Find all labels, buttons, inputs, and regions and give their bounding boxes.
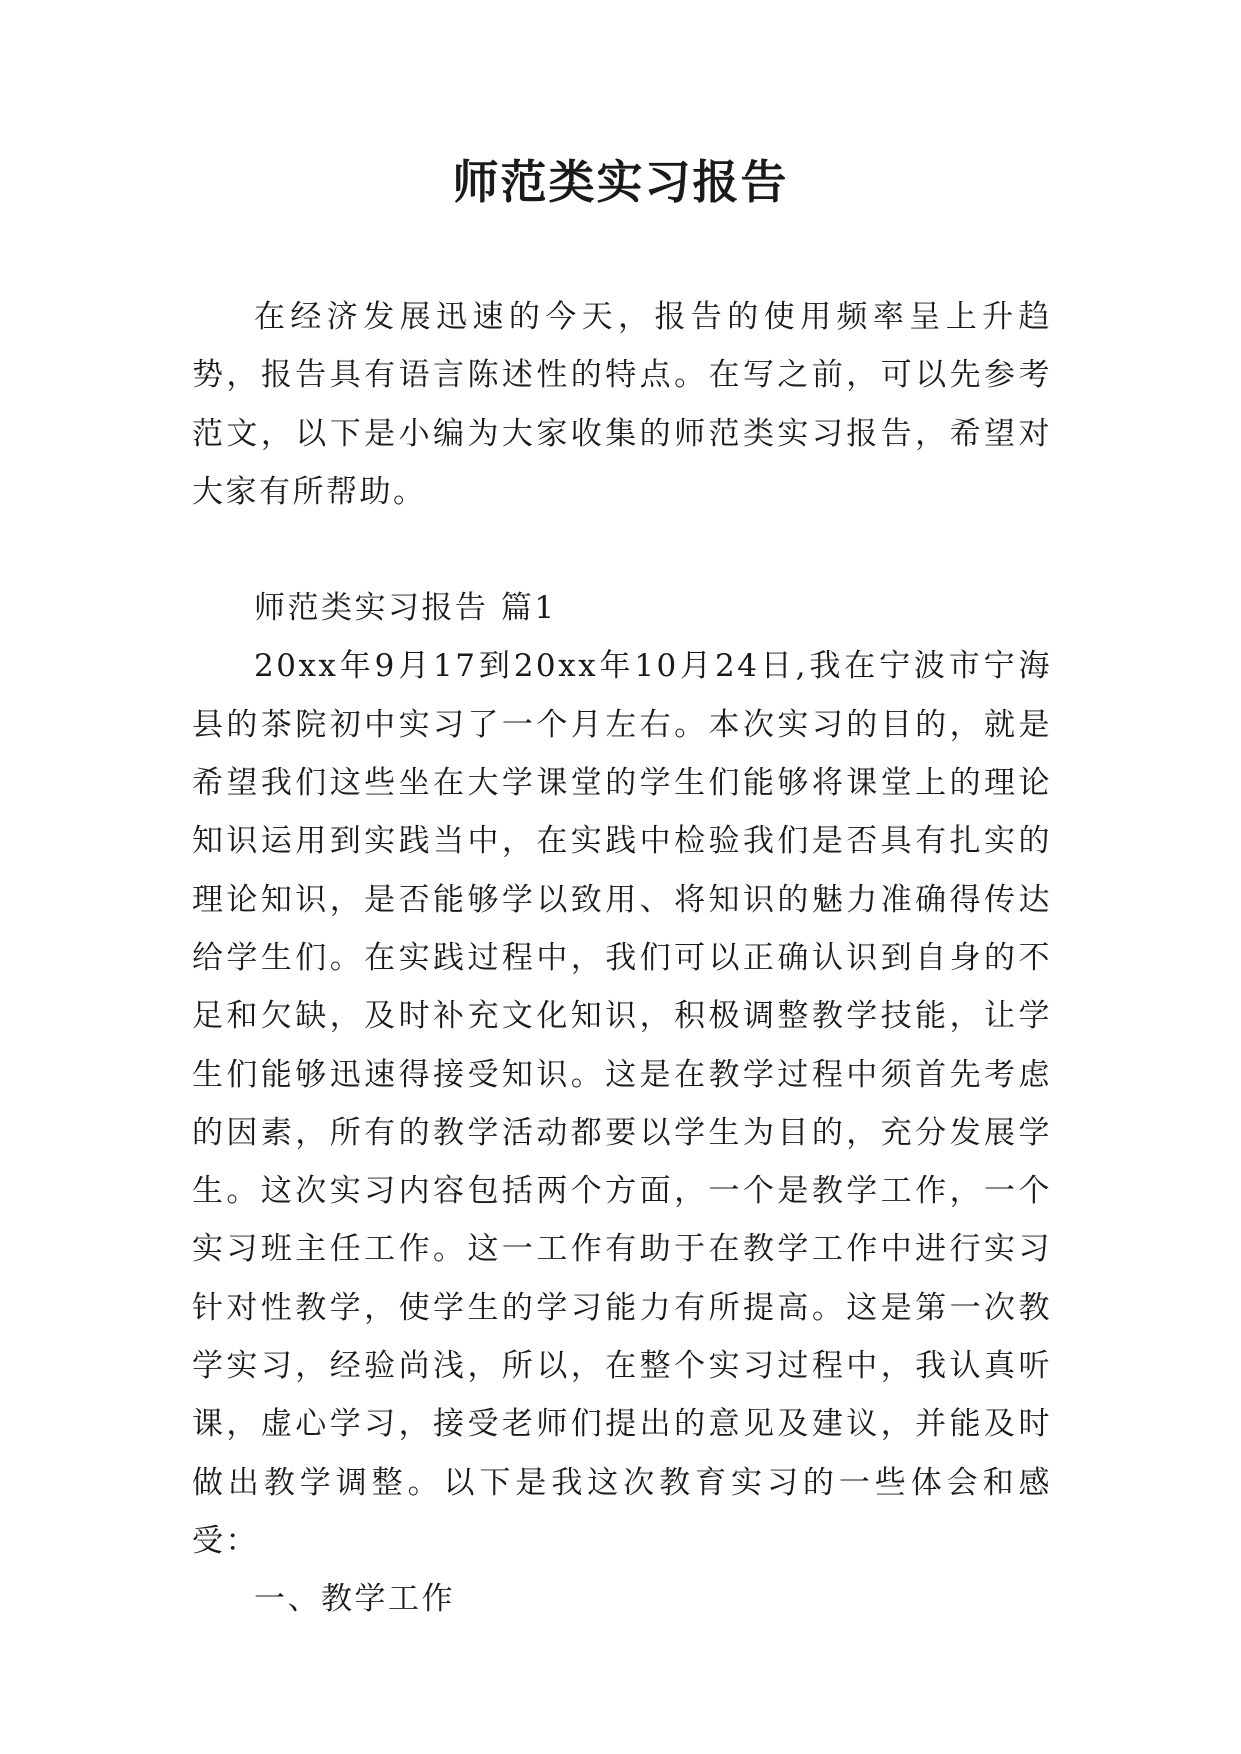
subheading: 一、教学工作 [254,1581,455,1618]
document-title: 师范类实习报告 [452,155,789,209]
body-paragraph: 20xx年9月17到20xx年10月24日,我在宁波市宁海县的茶院初中实习了一个月左右。本次实习的目的，就是希望我们这些坐在大学课堂的学生们能够将课堂上的理论知识运用到实践当中，在实践中检验我们是否具有扎实的理论知识，是否能够学以致用、将知识的魅力准确得传达给学生们。在实践过程中，我们可以正确认识到自身的不足和欠缺，及时补充文化知识，积极调整教学技能，让学生们能够迅速得接受知识。这是在教学过程中须首先考虑的因素，所有的教学活动都要以学生为目的，充分发展学生。这次实习内容包括两个方面，一个是教学工作，一个实习班主任工作。这一工作有助于在教学工作中进行实习针对性教学，使学生的学习能力有所提高。这是第一次教学实习，经验尚浅，所以，在整个实习过程中，我认真听课，虚心学习，接受老师们提出的意见及建议，并能及时做出教学调整。以下是我这次教育实习的一些体会和感受： [192,648,1052,1559]
document-content [192,288,1052,1629]
section-title: 师范类实习报告 篇1 [254,590,557,627]
intro-paragraph: 在经济发展迅速的今天，报告的使用频率呈上升趋势，报告具有语言陈述性的特点。在写之前，可以先参考范文，以下是小编为大家收集的师范类实习报告，希望对大家有所帮助。 [192,299,1052,510]
